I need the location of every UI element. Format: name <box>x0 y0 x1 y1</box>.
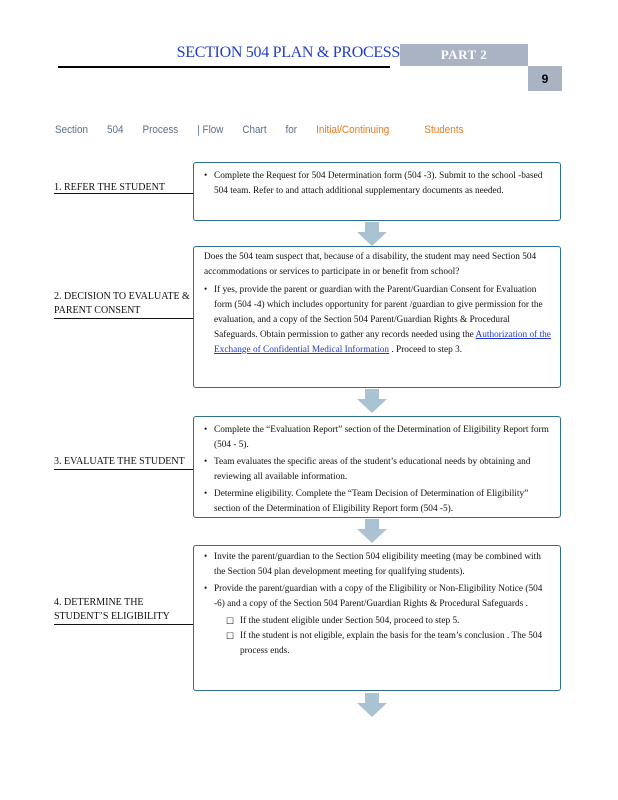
step-4-label: 4. DETERMINE THE <box>54 597 144 608</box>
step-3-bullet: • Complete the “Evaluation Report” section of the Determination of Eligibility Report form (504 - 5). <box>204 423 552 453</box>
step-3-label: 3. EVALUATE THE STUDENT <box>54 456 185 467</box>
subtitle-word: Chart <box>242 124 267 136</box>
step-1-box <box>193 162 561 221</box>
title-underline <box>58 66 390 68</box>
subtitle-highlight: Initial/Continuing <box>316 124 390 136</box>
page-number: 9 <box>528 66 562 91</box>
authorization-form-link[interactable]: Authorization of the Exchange of Confidential Medical Information <box>214 330 551 355</box>
step-4-bullet: • Provide the parent/guardian with a copy of the Eligibility or Non-Eligibility Notice (504 -6) and a copy of the Section 504 Parent/Guardian Rights & Procedural Safeguards . <box>204 582 552 612</box>
step-4-rule <box>54 624 193 625</box>
step-4-sub-bullet: ☐ If the student eligible under Section 504, proceed to step 5. <box>226 614 552 629</box>
subtitle-word: Process <box>142 124 179 136</box>
step-2-question: Does the 504 team suspect that, because of a disability, the student may need Section 504 accommodations or services to participate in or benefit from school? <box>204 252 537 277</box>
bullet-dot-icon: • <box>204 489 208 499</box>
down-arrow-icon <box>357 222 387 246</box>
step-4-label-line-2: STUDENT’S ELIGIBILITY <box>54 611 170 622</box>
down-arrow-icon <box>357 389 387 413</box>
down-arrow-icon <box>357 519 387 543</box>
subtitle-word: 504 <box>106 124 124 136</box>
step-4-box <box>193 545 561 691</box>
subtitle-word: | Flow <box>197 124 224 136</box>
bullet-dot-icon: • <box>204 457 208 467</box>
step-3-bullet: • Determine eligibility. Complete the “Team Decision of Determination of Eligibility” section of the Determination of Eligibility Report form (504 -5). <box>204 487 552 517</box>
subtitle-word: for <box>285 124 298 136</box>
bullet-dot-icon: • <box>204 552 208 562</box>
step-2-label-line-2: PARENT CONSENT <box>54 305 141 316</box>
checkbox-square-icon: ☐ <box>226 631 235 641</box>
part-label: PART 2 <box>400 44 528 66</box>
down-arrow-icon <box>357 693 387 717</box>
flowchart-subtitle <box>55 124 480 136</box>
step-1-bullet: • Complete the Request for 504 Determination form (504 -3). Submit to the school -based 504 team. Refer to and attach additional supplementary documents as needed. <box>204 169 552 199</box>
bullet-dot-icon: • <box>204 425 208 435</box>
bullet-dot-icon: • <box>204 285 208 295</box>
step-2-box <box>193 246 561 388</box>
page-title: SECTION 504 PLAN & PROCESS <box>176 44 400 61</box>
bullet-dot-icon: • <box>204 584 208 594</box>
step-4-bullet: • Invite the parent/guardian to the Section 504 eligibility meeting (may be combined with the Section 504 plan development meeting for qualifying students). <box>204 550 552 580</box>
step-3-box <box>193 416 561 518</box>
step-1-rule <box>54 193 193 194</box>
checkbox-square-icon: ☐ <box>226 616 235 626</box>
step-2-rule <box>54 318 193 319</box>
step-1-label: 1. REFER THE STUDENT <box>54 182 165 193</box>
subtitle-word: Section <box>55 124 89 136</box>
subtitle-highlight: Students <box>424 124 464 136</box>
step-3-rule <box>54 469 193 470</box>
step-2-bullet: • If yes, provide the parent or guardian with the Parent/Guardian Consent for Evaluation form (504 -4) which includes opportunity for parent /guardian to give permission for the evaluation, and a copy of the Section 504 Parent/Guardian Rights & Procedural Safeguards. Obtain permission to gather any records needed using the Authorization of the Exchange of Confidential Medical Information . Proceed to step 3. <box>204 283 552 358</box>
bullet-dot-icon: • <box>204 171 208 181</box>
step-2-label: 2. DECISION TO EVALUATE & <box>54 291 190 302</box>
step-3-bullet: • Team evaluates the specific areas of the student’s educational needs by obtaining and reviewing all available information. <box>204 455 552 485</box>
step-4-sub-bullet: ☐ If the student is not eligible, explain the basis for the team’s conclusion . The 504 process ends. <box>226 629 552 659</box>
